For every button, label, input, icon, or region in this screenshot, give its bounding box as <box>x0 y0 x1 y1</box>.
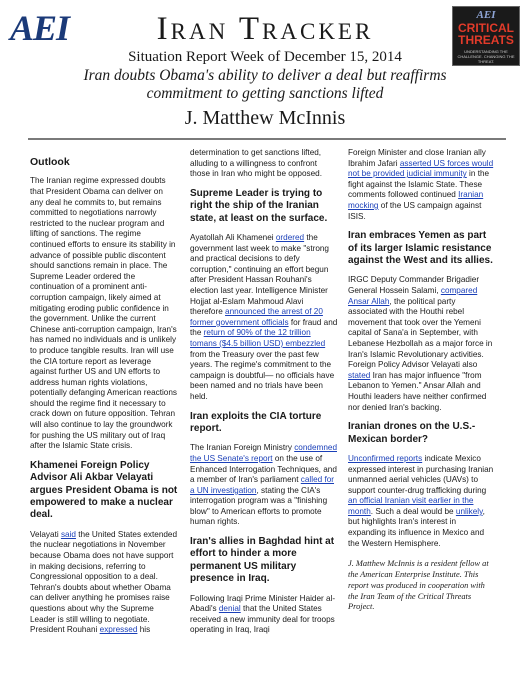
link-embezzled[interactable]: return of 90% of the 12 trillion tomans ($4.5 billion USD) embezzled <box>190 328 326 348</box>
text-span: his <box>137 625 151 635</box>
text-span: Foreign Minister and close Iranian ally Ibrahim Jafari <box>348 148 486 168</box>
text-span: for fraud and the <box>190 317 338 338</box>
column-2 <box>190 148 338 644</box>
text-span: Iran has major influence "from Lebanon to Yemen." Ansar Allah and Houthi leaders have neither confirmed nor denied Iran's backing. <box>348 370 487 412</box>
text-span: that the United States received a new immunity deal for troops operating in Iraq, Iraqi <box>190 604 335 635</box>
report-headline: Iran doubts Obama's ability to deliver a deal but reaffirms commitment to getting sanctions lifted <box>83 67 447 102</box>
yemen-paragraph <box>348 275 496 413</box>
velayati-paragraph <box>30 530 178 636</box>
text-span: Velayati <box>30 529 61 539</box>
report-date: Situation Report Week of December 15, 2014 <box>128 49 402 65</box>
link-unconfirmed-reports[interactable]: Unconfirmed reports <box>348 453 423 463</box>
link-denial[interactable]: denial <box>218 604 241 614</box>
link-arrest[interactable]: announced the arrest of 20 former government officials <box>190 307 323 327</box>
link-ordered[interactable]: ordered <box>275 233 305 242</box>
ct-logo-title: CRITICAL THREATS <box>458 21 514 47</box>
text-span: Following Iraqi Prime Minister Haider al-Abadi's <box>190 593 336 614</box>
text-span: Ayatollah Ali Khamenei <box>190 233 276 242</box>
link-ansar-allah[interactable]: compared Ansar Allah <box>348 285 478 306</box>
link-unlikely[interactable]: unlikely <box>455 506 483 516</box>
text-span: the United States extended the nuclear negotiations in November because Obama does not have support in making decisions, referring to Congressional opposition to a deal. Tehran's doubts about whether Obama can deliver anything he promises raise questions about why the Supreme Leader is still willing to negotiate. President Rouhani <box>30 529 178 635</box>
text-span: . Such a deal would be <box>370 506 456 516</box>
text-span: , the political party associated with the Houthi rebel movement that took over the Yemeni capital of Sana'a in September, with Lebanese Hezbollah as a major force in Iran's Islamic Revolutionary activities. Foreign Policy Advisor Velayati also <box>348 296 493 370</box>
report-header <box>0 0 530 150</box>
link-condemned[interactable]: condemned the US Senate's report <box>190 443 337 463</box>
text-span: , but highlights Iran's interest in expanding its influence in Mexico and the Western Hemisphere. <box>348 506 485 548</box>
cia-report-paragraph <box>190 443 338 528</box>
text-span: the government last week to make "strong and practical decisions to defy corruption," continuing an effort begun after President Hassan Rouhani's election last year. Intelligence Minister Hojjat al-Eslam Mahmoud Alavi therefore <box>190 233 329 317</box>
link-stated[interactable]: stated <box>348 370 371 380</box>
velayati-heading: Khamenei Foreign Policy Advisor Ali Akbar Velayati argues President Obama is not empowered to make a nuclear deal. <box>30 459 178 521</box>
column-1 <box>30 148 178 644</box>
author-bio: J. Matthew McInnis is a resident fellow at the American Enterprise Institute. This report was produced in cooperation with the Iran Team of the Critical Threats Project. <box>348 559 489 612</box>
link-un-investigation[interactable]: called for a UN investigation <box>190 475 335 495</box>
link-said[interactable]: said <box>60 529 76 539</box>
aei-logo-text: AEI <box>10 8 70 48</box>
header-divider <box>28 138 506 140</box>
outlook-paragraph: The Iranian regime expressed doubts that President Obama can deliver on any deal he commits to, but remains committed to negotiations narrowly restricted to the nuclear program and lifting of sanctions. The regime continued efforts to ensure its stability in advance of possible public discontent should sanctions remain in place. The Supreme Leader ordered the continuation of a prominent anti-corruption campaign, likely aimed at mitigating eroding public confidence in the government. Unlike the current Chinese anti-corruption campaign, Iran's has named no individuals and is unlikely to produce tangible results. Iran will use the CIA torture report as leverage against further US and UN efforts to address human rights violations, potentially defanging American reactions should the regime find it necessary to crack down on future opposition. Tehran will also continue to lay the groundwork for pushing the US military out of Iraq after the Islamic State crisis. <box>30 176 178 451</box>
yemen-heading: Iran embraces Yemen as part of its larger Islamic resistance against the West and its allies. <box>348 230 493 266</box>
cia-report-heading: Iran exploits the CIA torture report. <box>190 410 322 434</box>
corruption-paragraph <box>190 233 338 403</box>
link-immunity[interactable]: asserted US forces would not be provided judicial immunity <box>348 158 494 179</box>
supreme-leader-heading: Supreme Leader is trying to right the ship of the Iranian state, at least on the surface. <box>190 187 328 224</box>
baghdad-paragraph <box>190 594 338 636</box>
baghdad-heading: Iran's allies in Baghdad hint at effort to hinder a more permanent US military presence in Iraq. <box>190 536 335 585</box>
ct-logo-aei: AEI <box>476 9 496 21</box>
text-span: indicate Mexico expressed interest in purchasing Iranian unmanned aerial vehicles (UAVs) to support counter-drug trafficking during <box>348 453 494 495</box>
link-mocking[interactable]: Iranian mocking <box>348 190 484 210</box>
column-3 <box>348 148 496 621</box>
text-span: from the Treasury over the past few years. The regime's commitment to the campaign is doubtful— no officials have been named and no trials have been held. <box>190 349 335 401</box>
text-span: on the use of Enhanced Interrogation Techniques, and a member of Iran's parliament <box>190 453 337 485</box>
text-span: IRGC Deputy Commander Brigadier General Hossein Salami, <box>348 275 480 295</box>
text-span: of the US campaign against ISIS. <box>348 200 482 221</box>
text-span: The Iranian Foreign Ministry <box>190 443 295 453</box>
jafari-paragraph <box>348 148 496 222</box>
drones-paragraph <box>348 454 496 549</box>
outlook-heading: Outlook <box>30 156 70 168</box>
masthead-title: Iran Tracker <box>156 11 374 47</box>
link-expressed[interactable]: expressed <box>99 625 138 635</box>
ct-logo-tagline: UNDERSTANDING THE CHALLENGE. CHANGING THE THREAT. <box>457 49 515 64</box>
continued-paragraph: determination to get sanctions lifted, alluding to a willingness to confront those in Iran who might be opposed. <box>190 148 322 179</box>
drones-heading: Iranian drones on the U.S.-Mexican border? <box>348 421 476 445</box>
author-name: J. Matthew McInnis <box>184 107 346 129</box>
link-official-visit[interactable]: an official Iranian visit earlier in the month <box>348 496 474 516</box>
text-span: , stating the CIA's interrogation program was a "finishing blow" to American efforts to promote human rights. <box>190 485 328 527</box>
text-span: in the fight against the Islamic State. These comments followed continued <box>348 169 490 200</box>
